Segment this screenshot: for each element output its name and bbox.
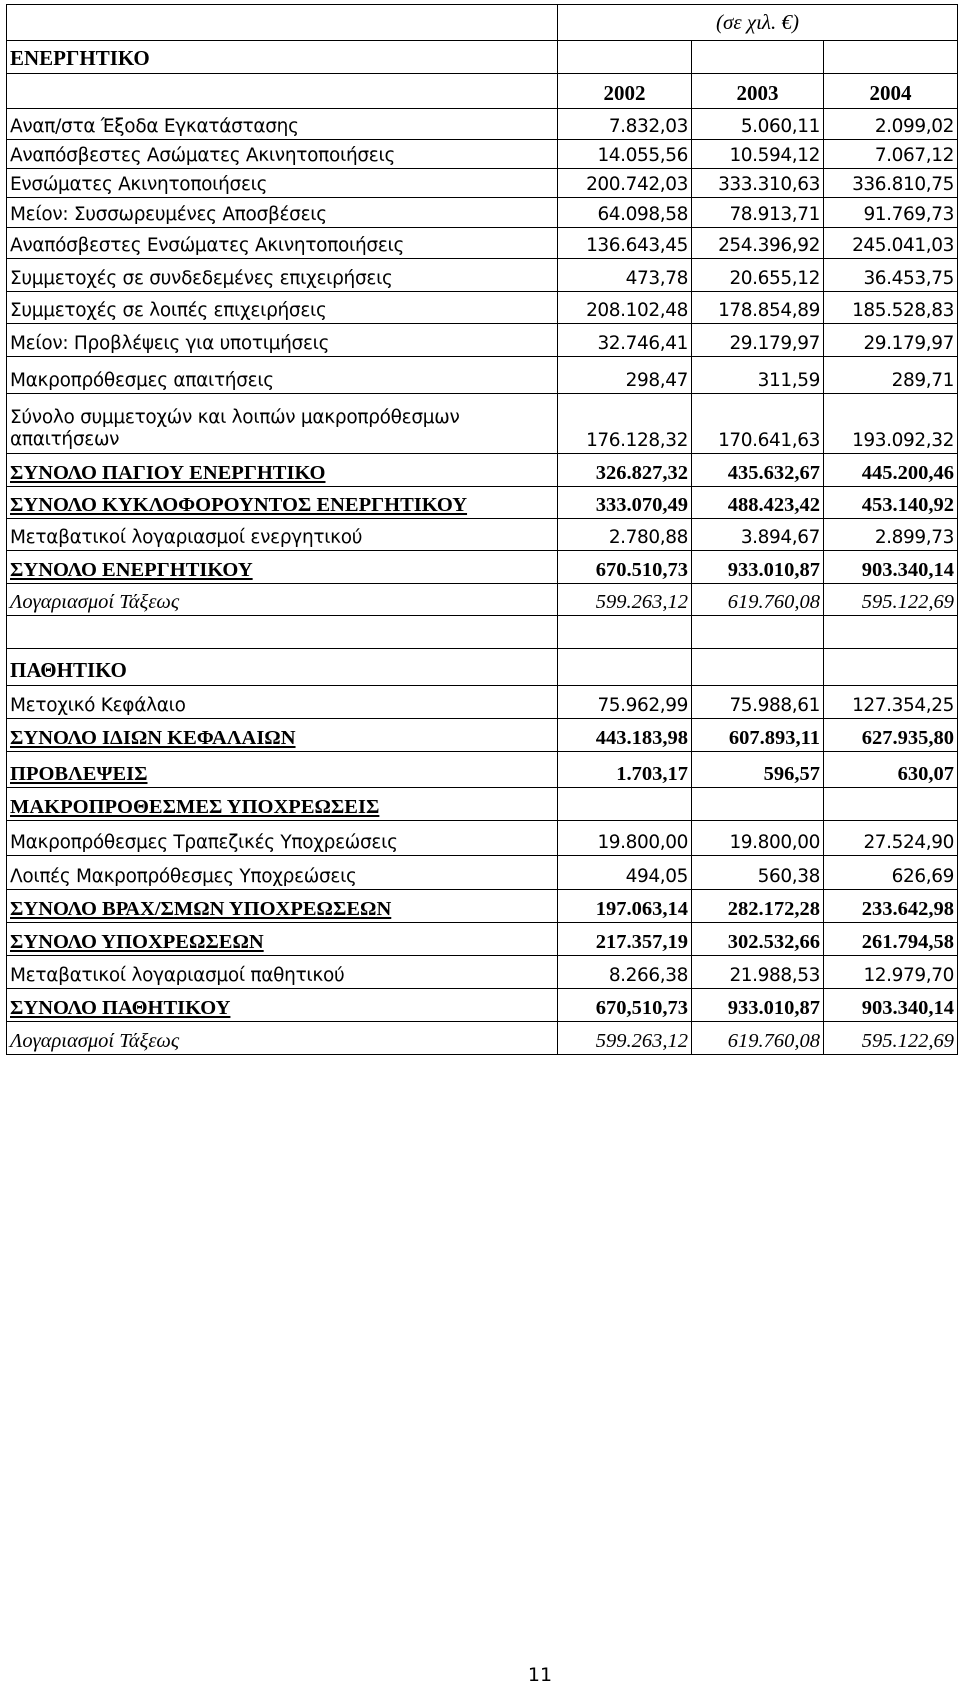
table-row bbox=[7, 890, 958, 923]
row-label: Συμμετοχές σε συνδεδεμένες επιχειρήσεις bbox=[7, 259, 558, 292]
balance-sheet bbox=[6, 4, 957, 1055]
value-2004: 630,07 bbox=[824, 752, 958, 788]
value-2003 bbox=[692, 788, 824, 821]
value-2004: 289,71 bbox=[824, 357, 958, 394]
value-2002: 32.746,41 bbox=[558, 324, 692, 357]
table-row bbox=[7, 923, 958, 956]
table-row bbox=[7, 584, 958, 616]
row-label: Μεταβατικοί λογαριασμοί ενεργητικού bbox=[7, 519, 558, 551]
table-row bbox=[7, 719, 958, 752]
value-2003: 488.423,42 bbox=[692, 487, 824, 519]
value-2003: 619.760,08 bbox=[692, 584, 824, 616]
value-2004: 261.794,58 bbox=[824, 923, 958, 956]
table-row bbox=[7, 292, 958, 324]
table-row bbox=[7, 140, 958, 169]
value-2003: 254.396,92 bbox=[692, 228, 824, 259]
table-row bbox=[7, 1022, 958, 1055]
row-label: Σύνολο συμμετοχών και λοιπών μακροπρόθεσμων απαιτήσεων bbox=[7, 394, 558, 454]
unit-label: (σε χιλ. €) bbox=[558, 5, 958, 41]
value-2004: 595.122,69 bbox=[824, 1022, 958, 1055]
table-row bbox=[7, 551, 958, 584]
value-2003: 20.655,12 bbox=[692, 259, 824, 292]
value-2002: 333.070,49 bbox=[558, 487, 692, 519]
value-2003: 10.594,12 bbox=[692, 140, 824, 169]
value-2002 bbox=[558, 788, 692, 821]
table-row bbox=[7, 788, 958, 821]
row-label: Μείον: Συσσωρευμένες Αποσβέσεις bbox=[7, 198, 558, 228]
row-label: Συμμετοχές σε λοιπές επιχειρήσεις bbox=[7, 292, 558, 324]
value-2002: 2.780,88 bbox=[558, 519, 692, 551]
value-2004: 12.979,70 bbox=[824, 956, 958, 989]
value-2004: 245.041,03 bbox=[824, 228, 958, 259]
value-2003: 311,59 bbox=[692, 357, 824, 394]
value-2002: 200.742,03 bbox=[558, 169, 692, 198]
row-label: Λογαριασμοί Τάξεως bbox=[7, 1022, 558, 1055]
value-2002: 599.263,12 bbox=[558, 584, 692, 616]
value-2004: 903.340,14 bbox=[824, 551, 958, 584]
value-2002: 7.832,03 bbox=[558, 109, 692, 140]
empty-cell bbox=[7, 5, 558, 41]
row-label: ΣΥΝΟΛΟ ΙΔΙΩΝ ΚΕΦΑΛΑΙΩΝ bbox=[7, 719, 558, 752]
value-2004: 193.092,32 bbox=[824, 394, 958, 454]
assets-title-row bbox=[7, 41, 958, 74]
row-label: Αναπόσβεστες Ασώματες Ακινητοποιήσεις bbox=[7, 140, 558, 169]
row-label: Μεταβατικοί λογαριασμοί παθητικού bbox=[7, 956, 558, 989]
row-label: Μείον: Προβλέψεις για υποτιμήσεις bbox=[7, 324, 558, 357]
value-2003: 3.894,67 bbox=[692, 519, 824, 551]
balance-sheet-table bbox=[6, 4, 958, 1055]
table-row bbox=[7, 821, 958, 856]
value-2004: 7.067,12 bbox=[824, 140, 958, 169]
value-2004: 127.354,25 bbox=[824, 686, 958, 719]
row-label: ΣΥΝΟΛΟ ΠΑΘΗΤΙΚΟΥ bbox=[7, 989, 558, 1022]
value-2002: 443.183,98 bbox=[558, 719, 692, 752]
value-2004: 2.899,73 bbox=[824, 519, 958, 551]
value-2003: 619.760,08 bbox=[692, 1022, 824, 1055]
assets-title: ΕΝΕΡΓΗΤΙΚΟ bbox=[7, 41, 558, 74]
table-row bbox=[7, 357, 958, 394]
table-row bbox=[7, 169, 958, 198]
table-row bbox=[7, 228, 958, 259]
value-2004: 27.524,90 bbox=[824, 821, 958, 856]
value-2002: 14.055,56 bbox=[558, 140, 692, 169]
value-2002: 217.357,19 bbox=[558, 923, 692, 956]
table-row bbox=[7, 198, 958, 228]
spacer-row bbox=[7, 616, 958, 649]
value-2004: 453.140,92 bbox=[824, 487, 958, 519]
value-2003: 178.854,89 bbox=[692, 292, 824, 324]
row-label: ΣΥΝΟΛΟ ΥΠΟΧΡΕΩΣΕΩΝ bbox=[7, 923, 558, 956]
value-2004: 336.810,75 bbox=[824, 169, 958, 198]
value-2004: 29.179,97 bbox=[824, 324, 958, 357]
row-label: ΣΥΝΟΛΟ ΠΑΓΙΟΥ ΕΝΕΡΓΗΤΙΚΟ bbox=[7, 454, 558, 487]
value-2004: 595.122,69 bbox=[824, 584, 958, 616]
value-2002: 208.102,48 bbox=[558, 292, 692, 324]
value-2002: 670.510,73 bbox=[558, 551, 692, 584]
value-2004: 626,69 bbox=[824, 856, 958, 890]
value-2004 bbox=[824, 788, 958, 821]
value-2003: 933.010,87 bbox=[692, 551, 824, 584]
value-2002: 1.703,17 bbox=[558, 752, 692, 788]
value-2004: 2.099,02 bbox=[824, 109, 958, 140]
value-2004: 91.769,73 bbox=[824, 198, 958, 228]
value-2003: 607.893,11 bbox=[692, 719, 824, 752]
year-header: 2003 bbox=[692, 74, 824, 109]
value-2003: 19.800,00 bbox=[692, 821, 824, 856]
row-label: ΣΥΝΟΛΟ ΚΥΚΛΟΦΟΡΟΥΝΤΟΣ ΕΝΕΡΓΗΤΙΚΟΥ bbox=[7, 487, 558, 519]
value-2002: 176.128,32 bbox=[558, 394, 692, 454]
value-2004: 36.453,75 bbox=[824, 259, 958, 292]
value-2003: 933.010,87 bbox=[692, 989, 824, 1022]
liabilities-title: ΠΑΘΗΤΙΚΟ bbox=[7, 649, 558, 686]
value-2002: 19.800,00 bbox=[558, 821, 692, 856]
row-label: Αναπ/στα Έξοδα Εγκατάστασης bbox=[7, 109, 558, 140]
value-2004: 445.200,46 bbox=[824, 454, 958, 487]
value-2002: 8.266,38 bbox=[558, 956, 692, 989]
value-2003: 170.641,63 bbox=[692, 394, 824, 454]
value-2002: 298,47 bbox=[558, 357, 692, 394]
value-2004: 903.340,14 bbox=[824, 989, 958, 1022]
row-label: Ενσώματες Ακινητοποιήσεις bbox=[7, 169, 558, 198]
row-label: ΜΑΚΡΟΠΡΟΘΕΣΜΕΣ ΥΠΟΧΡΕΩΣΕΙΣ bbox=[7, 788, 558, 821]
value-2003: 5.060,11 bbox=[692, 109, 824, 140]
table-row bbox=[7, 856, 958, 890]
value-2002: 64.098,58 bbox=[558, 198, 692, 228]
value-2002: 599.263,12 bbox=[558, 1022, 692, 1055]
value-2004: 185.528,83 bbox=[824, 292, 958, 324]
value-2003: 333.310,63 bbox=[692, 169, 824, 198]
value-2003: 435.632,67 bbox=[692, 454, 824, 487]
table-row bbox=[7, 989, 958, 1022]
value-2002: 326.827,32 bbox=[558, 454, 692, 487]
table-row bbox=[7, 454, 958, 487]
row-label: ΠΡΟΒΛΕΨΕΙΣ bbox=[7, 752, 558, 788]
row-label: Μακροπρόθεσμες απαιτήσεις bbox=[7, 357, 558, 394]
value-2004: 233.642,98 bbox=[824, 890, 958, 923]
value-2004: 627.935,80 bbox=[824, 719, 958, 752]
table-row bbox=[7, 109, 958, 140]
value-2002: 75.962,99 bbox=[558, 686, 692, 719]
table-row bbox=[7, 686, 958, 719]
row-label: Αναπόσβεστες Ενσώματες Ακινητοποιήσεις bbox=[7, 228, 558, 259]
year-header: 2004 bbox=[824, 74, 958, 109]
table-row bbox=[7, 394, 958, 454]
row-label: ΣΥΝΟΛΟ ΒΡΑΧ/ΣΜΩΝ ΥΠΟΧΡΕΩΣΕΩΝ bbox=[7, 890, 558, 923]
row-label: ΣΥΝΟΛΟ ΕΝΕΡΓΗΤΙΚΟΥ bbox=[7, 551, 558, 584]
table-row bbox=[7, 519, 958, 551]
value-2003: 596,57 bbox=[692, 752, 824, 788]
table-row bbox=[7, 752, 958, 788]
row-label: Λογαριασμοί Τάξεως bbox=[7, 584, 558, 616]
value-2002: 473,78 bbox=[558, 259, 692, 292]
liabilities-title-row bbox=[7, 649, 958, 686]
table-row bbox=[7, 324, 958, 357]
table-row bbox=[7, 259, 958, 292]
value-2003: 21.988,53 bbox=[692, 956, 824, 989]
value-2003: 75.988,61 bbox=[692, 686, 824, 719]
empty-cell bbox=[7, 74, 558, 109]
value-2003: 282.172,28 bbox=[692, 890, 824, 923]
row-label: Μακροπρόθεσμες Τραπεζικές Υποχρεώσεις bbox=[7, 821, 558, 856]
row-label: Λοιπές Μακροπρόθεσμες Υποχρεώσεις bbox=[7, 856, 558, 890]
year-header-row bbox=[7, 74, 958, 109]
value-2002: 494,05 bbox=[558, 856, 692, 890]
value-2002: 197.063,14 bbox=[558, 890, 692, 923]
value-2003: 29.179,97 bbox=[692, 324, 824, 357]
row-label: Μετοχικό Κεφάλαιο bbox=[7, 686, 558, 719]
value-2003: 78.913,71 bbox=[692, 198, 824, 228]
year-header: 2002 bbox=[558, 74, 692, 109]
value-2002: 670,510,73 bbox=[558, 989, 692, 1022]
page-number: 11 bbox=[527, 1664, 553, 1686]
value-2002: 136.643,45 bbox=[558, 228, 692, 259]
unit-row bbox=[7, 5, 958, 41]
table-row bbox=[7, 956, 958, 989]
value-2003: 560,38 bbox=[692, 856, 824, 890]
value-2003: 302.532,66 bbox=[692, 923, 824, 956]
table-row bbox=[7, 487, 958, 519]
